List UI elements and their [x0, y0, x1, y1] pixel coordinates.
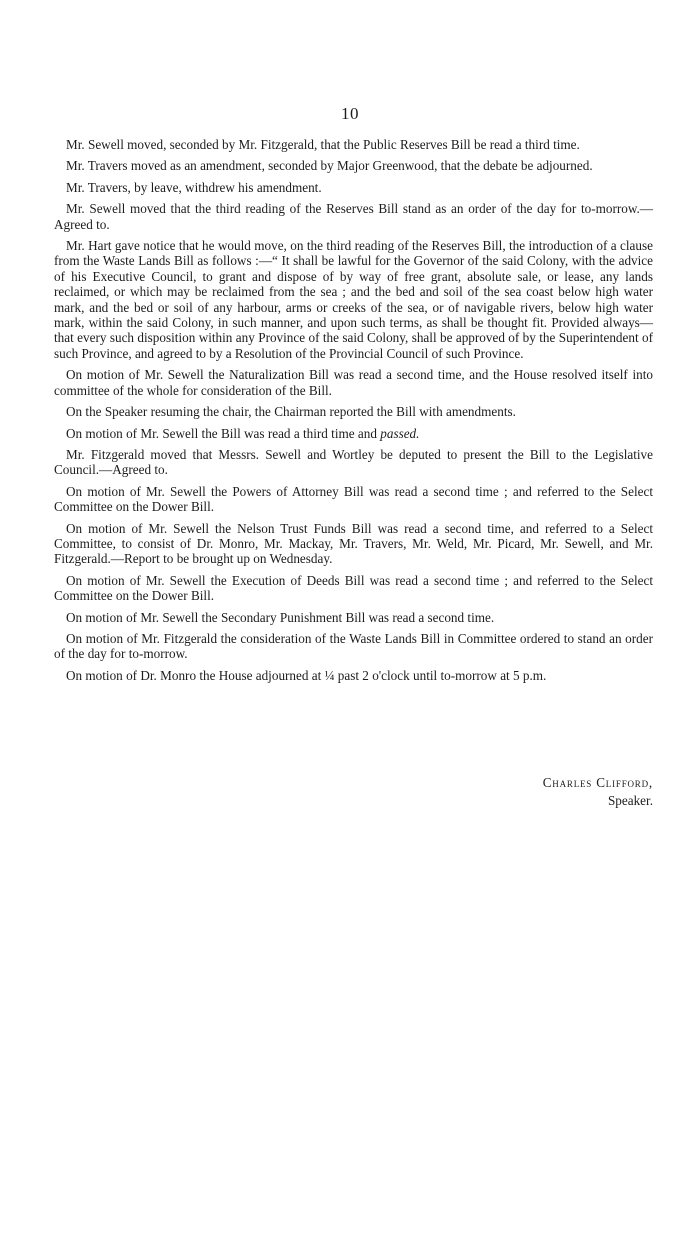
signature-name: Charles Clifford, — [542, 775, 653, 790]
paragraph-order-of-day: Mr. Sewell moved that the third reading of the Reserves Bill stand as an order of the day for to-morrow.—Agreed to. — [54, 201, 653, 232]
passed-emphasis: passed. — [380, 425, 420, 441]
page-number: 10 — [341, 104, 359, 123]
signature-title: Speaker. — [607, 793, 653, 808]
paragraph-waste-lands-bill: On motion of Mr. Fitzgerald the consideration of the Waste Lands Bill in Committee ordered to stand an order of the day for to-morrow. — [54, 630, 653, 662]
paragraph-bill-passed — [54, 426, 653, 441]
paragraph-third-reading-motion: Mr. Sewell moved, seconded by Mr. Fitzgerald, that the Public Reserves Bill be read a third time. — [66, 137, 580, 152]
minutes-body — [54, 137, 653, 689]
paragraph-execution-of-deeds-bill: On motion of Mr. Sewell the Execution of Deeds Bill was read a second time ; and referred to the Select Committee on the Dower Bill. — [54, 572, 653, 604]
paragraph-nelson-trust-funds-bill: On motion of Mr. Sewell the Nelson Trust Funds Bill was read a second time, and referred to a Select Committee, to consist of Dr. Monro, Mr. Mackay, Mr. Travers, Mr. Weld, Mr. Picard, Mr. Sewell, and Mr. Fitzgerald.—Report to be brought up on Wednesday. — [54, 520, 653, 567]
bill-passed-text: On motion of Mr. Sewell the Bill was read a third time and — [66, 425, 381, 441]
paragraph-deputation: Mr. Fitzgerald moved that Messrs. Sewell and Wortley be deputed to present the Bill to the Legislative Council.—Agreed to. — [54, 446, 653, 478]
paragraph-notice-of-clause: Mr. Hart gave notice that he would move, on the third reading of the Reserves Bill, the introduction of a clause from the Waste Lands Bill as follows :—“ It shall be lawful for the Governor of the said Colony, with the advice of his Executive Council, to grant and dispose of by way of free grant, absolute sale, or lease, any lands reclaimed, or which may be reclaimed from the sea ; and the bed and soil of the sea coast below high water mark, and the bed or soil of any harbour, arms or creeks of the sea, or of navigable rivers, below high water mark, within the said Colony, in such manner, and upon such terms, as shall be thought fit. Provided always—that every such disposition within any Province of the said Colony, shall be approved of by the Superintendent of such Province, and agreed to by a Resolution of the Provincial Council of such Province. — [54, 238, 653, 361]
paragraph-naturalization-bill: On motion of Mr. Sewell the Naturalization Bill was read a second time, and the House resolved itself into committee of the whole for consideration of the Bill. — [54, 367, 653, 398]
paragraph-adjournment: On motion of Dr. Monro the House adjourned at ¼ past 2 o'clock until to-morrow at 5 p.m. — [66, 667, 547, 683]
paragraph-chairman-report: On the Speaker resuming the chair, the Chairman reported the Bill with amendments. — [66, 404, 516, 420]
paragraph-secondary-punishment-bill: On motion of Mr. Sewell the Secondary Punishment Bill was read a second time. — [66, 609, 495, 625]
paragraph-amendment: Mr. Travers moved as an amendment, seconded by Major Greenwood, that the debate be adjourned. — [66, 158, 593, 174]
paragraph-powers-of-attorney-bill: On motion of Mr. Sewell the Powers of Attorney Bill was read a second time ; and referred to the Select Committee on the Dower Bill. — [54, 483, 653, 515]
paragraph-amendment-withdrawn: Mr. Travers, by leave, withdrew his amendment. — [66, 179, 322, 195]
